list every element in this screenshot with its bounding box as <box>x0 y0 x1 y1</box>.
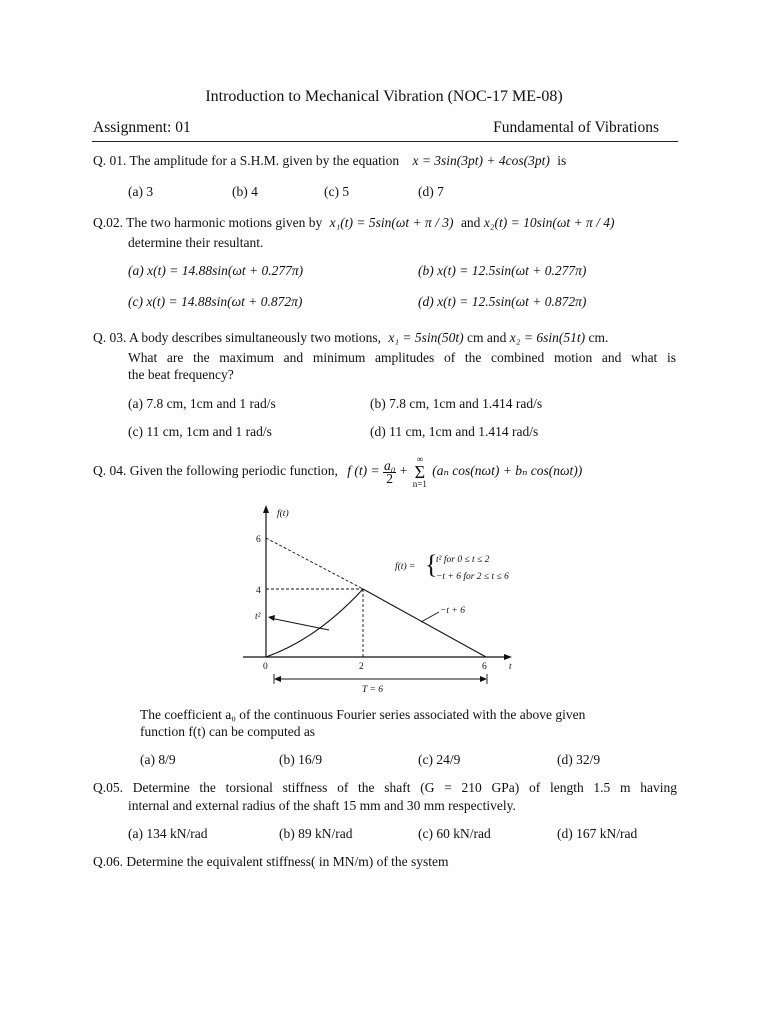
q3-option-c: (c) 11 cm, 1cm and 1 rad/s <box>128 424 272 439</box>
piecewise-case-2: −t + 6 for 2 ≤ t ≤ 6 <box>436 572 509 582</box>
q2-text: Q.02. The two harmonic motions given by <box>93 215 323 230</box>
question-6: Q.06. Determine the equivalent stiffness( in MN/m) of the system <box>93 854 449 869</box>
q4-a0: a₀ <box>383 457 396 473</box>
q3-line2: What are the maximum and minimum amplitudes of the combined motion and what is <box>128 350 676 365</box>
q1-option-a: (a) 3 <box>128 184 154 199</box>
question-4: Q. 04. Given the following periodic function, f (t) = $\frac{\text{a₀}}{2}$ + ∞ Σ n=1 (aₙ cos(nωt) + bₙ cos(nωt)) <box>93 454 583 489</box>
x-axis-label: t <box>509 662 512 672</box>
q1-text: Q. 01. The amplitude for a S.H.M. given by the equation <box>93 153 400 168</box>
q4-text-line2: function f(t) can be computed as <box>140 724 316 739</box>
q4-sum-top: ∞ <box>416 454 424 464</box>
q5-option-c: (c) 60 kN/rad <box>418 826 491 841</box>
topic-label: Fundamental of Vibrations <box>493 119 659 136</box>
q5-line2: internal and external radius of the shaft 15 mm and 30 mm respectively. <box>128 798 516 813</box>
q2-option-a: (a) x(t) = 14.88sin(ωt + 0.277π) <box>128 263 304 278</box>
q4-text-line1: The coefficient a₀ of the continuous Fourier series associated with the above given <box>140 707 586 722</box>
y-tick-6: 6 <box>256 535 261 545</box>
q1-option-d: (d) 7 <box>418 184 444 199</box>
piecewise-case-1: t² for 0 ≤ t ≤ 2 <box>436 555 490 565</box>
q3-end: cm. <box>588 330 609 345</box>
x-tick-0: 0 <box>263 662 268 672</box>
assignment-label: Assignment: 01 <box>93 119 191 136</box>
q3-option-b: (b) 7.8 cm, 1cm and 1.414 rad/s <box>370 396 543 411</box>
x-tick-2: 2 <box>359 662 364 672</box>
page-title: Introduction to Mechanical Vibration (NOC-17 ME-08) <box>205 88 563 105</box>
x-tick-6: 6 <box>482 662 487 672</box>
q2-line2: determine their resultant. <box>128 235 264 250</box>
q4-option-a: (a) 8/9 <box>140 752 176 767</box>
q3-text: Q. 03. A body describes simultaneously two motions, <box>93 330 381 345</box>
q2-option-c: (c) x(t) = 14.88sin(ωt + 0.872π) <box>128 294 303 309</box>
q3-eq2: x₂ = 6sin(51t) <box>509 330 586 345</box>
q5-option-d: (d) 167 kN/rad <box>557 826 638 841</box>
q3-option-d: (d) 11 cm, 1cm and 1.414 rad/s <box>370 424 539 439</box>
q2-option-d: (d) x(t) = 12.5sin(ωt + 0.872π) <box>418 294 587 309</box>
q4-series: (aₙ cos(nωt) + bₙ cos(nωt)) <box>432 463 583 479</box>
q5-option-b: (b) 89 kN/rad <box>279 826 353 841</box>
q2-and: and <box>460 215 481 230</box>
q5-option-a: (a) 134 kN/rad <box>128 826 208 841</box>
q2-eq2: x₂(t) = 10sin(ωt + π / 4) <box>483 215 615 230</box>
q2-option-b: (b) x(t) = 12.5sin(ωt + 0.277π) <box>418 263 587 278</box>
q4-option-d: (d) 32/9 <box>557 752 601 767</box>
y-axis-label: f(t) <box>277 509 289 519</box>
q3-line3: the beat frequency? <box>128 367 234 382</box>
header-rule <box>92 141 678 142</box>
q4-a0-fraction <box>383 457 396 486</box>
q4-sum-bottom: n=1 <box>412 479 427 489</box>
q4-option-b: (b) 16/9 <box>279 752 323 767</box>
function-graph <box>237 502 549 698</box>
q1-option-b: (b) 4 <box>232 184 258 199</box>
q1-equation: x = 3sin(3pt) + 4cos(3pt) <box>412 153 550 168</box>
q4-option-c: (c) 24/9 <box>418 752 461 767</box>
piecewise-lhs: f(t) = <box>395 562 416 572</box>
q3-eq1: x₁ = 5sin(50t) <box>388 330 464 345</box>
q4-lhs: f (t) = <box>347 463 380 479</box>
q4-text: Q. 04. Given the following periodic function, <box>93 463 338 479</box>
svg-text:{: { <box>425 550 438 579</box>
t2-label: t² <box>255 612 261 622</box>
question-2 <box>93 214 677 232</box>
q3-mid: cm and <box>467 330 507 345</box>
q1-suffix: is <box>557 153 567 168</box>
q3-option-a: (a) 7.8 cm, 1cm and 1 rad/s <box>128 396 276 411</box>
q4-two: 2 <box>386 470 394 486</box>
q1-option-c: (c) 5 <box>324 184 350 199</box>
question-1 <box>93 152 677 170</box>
question-5: Q.05. Determine the torsional stiffness of the shaft (G = 210 GPa) of length 1.5 m having <box>93 780 677 795</box>
y-tick-4: 4 <box>256 586 261 596</box>
q4-summation: ∞ Σ n=1 <box>412 454 427 489</box>
line-label: −t + 6 <box>440 606 465 616</box>
q2-eq1: x₁(t) = 5sin(ωt + π / 3) <box>329 215 454 230</box>
period-label: T = 6 <box>362 685 384 695</box>
question-3 <box>93 329 677 347</box>
